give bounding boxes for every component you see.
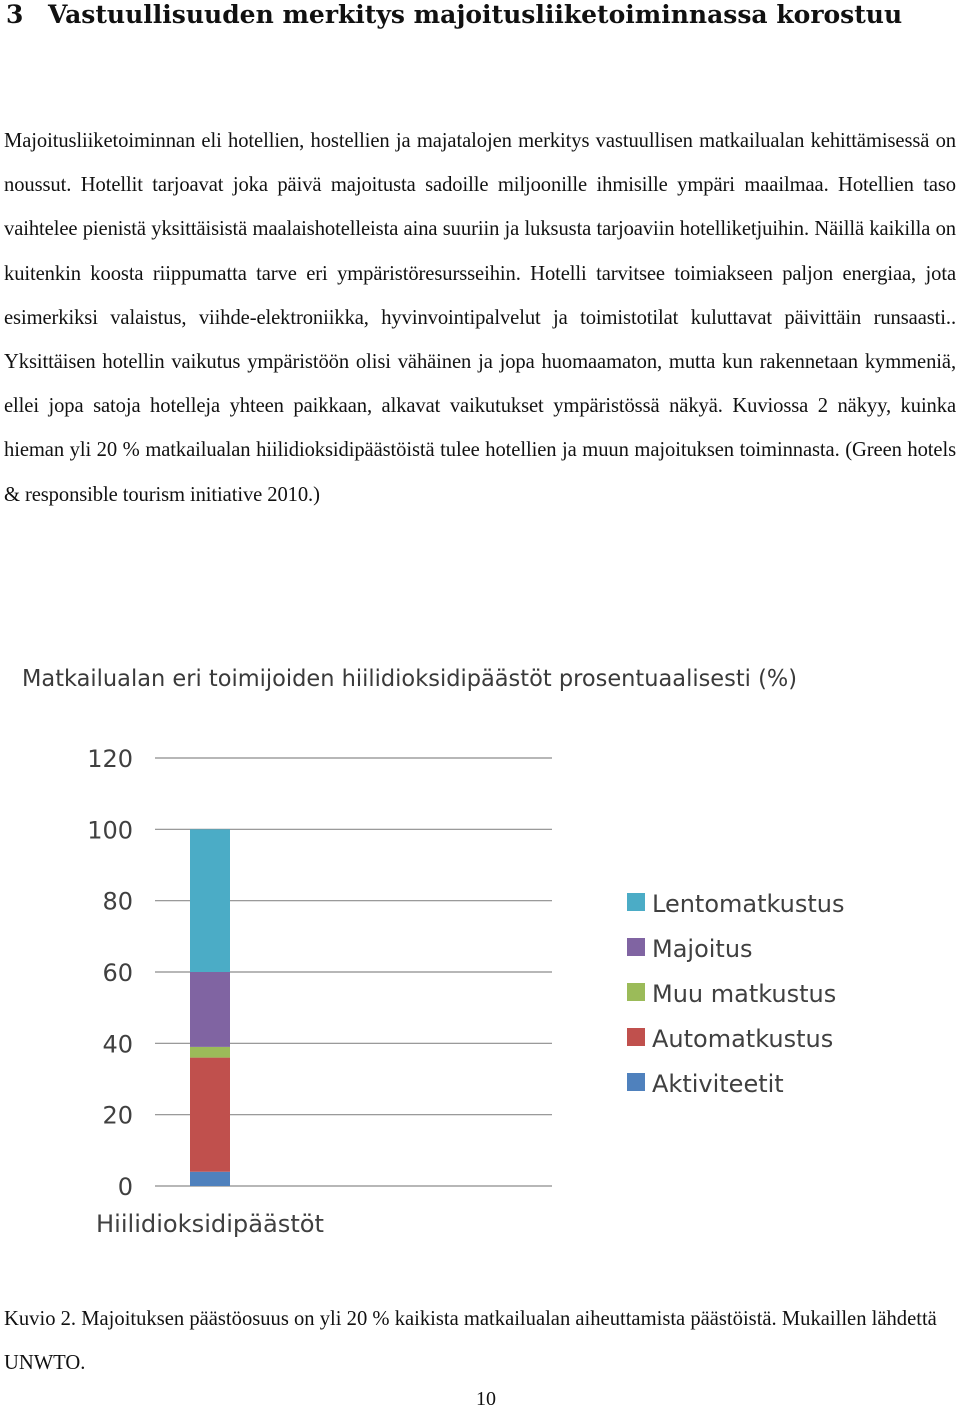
section-number: 3 — [6, 0, 24, 29]
y-tick-label: 0 — [117, 1173, 133, 1201]
legend-label: Aktiviteetit — [652, 1070, 784, 1098]
bar-segment-automatkustus — [190, 1058, 230, 1172]
y-tick-label: 120 — [87, 745, 133, 773]
chart-title: Matkailualan eri toimijoiden hiilidioksidipäästöt prosentuaalisesti (%) — [22, 664, 797, 692]
legend-label: Muu matkustus — [652, 980, 837, 1008]
legend-label: Automatkustus — [652, 1025, 834, 1053]
bar-segment-muu-matkustus — [190, 1047, 230, 1058]
legend-swatch-majoitus — [627, 938, 645, 956]
body-paragraph: Majoitusliiketoiminnan eli hotellien, hostellien ja majatalojen merkitys vastuullisen matkailualan kehittämisessä on noussut. Hotellit tarjoavat joka päivä majoitusta sadoille miljoonille ihmisille ympäri maailmaa. Hotellien taso vaihtelee pienistä yksittäisistä maalaishotelleista aina suuriin ja luksusta tarjoaviin hotelliketjuihin. Näillä kaikilla on kuitenkin koosta riippumatta tarve eri ympäristöresursseihin. Hotelli tarvitsee toimiakseen paljon energiaa, jota esimerkiksi valaistus, viihde-elektroniikka, hyvinvointipalvelut ja toimistotilat kuluttavat päivittäin runsaasti.. Yksittäisen hotellin vaikutus ympäristöön olisi vähäinen ja jopa huomaamaton, mutta kun rakennetaan kymmeniä, ellei jopa satoja hotelleja yhteen paikkaan, alkavat vaikutukset ympäristössä näkyä. Kuviossa 2 näkyy, kuinka hieman yli 20 % matkailualan hiilidioksidipäästöistä tulee hotellien ja muun majoituksen toiminnasta. (Green hotels & responsible tourism initiative 2010.) — [4, 130, 956, 506]
legend-swatch-lentomatkustus — [627, 893, 645, 911]
figure-caption: Kuvio 2. Majoituksen päästöosuus on yli 20 % kaikista matkailualan aiheuttamista päästöistä. Mukaillen lähdettä UNWTO. — [4, 1308, 937, 1374]
y-tick-label: 80 — [102, 887, 133, 916]
emissions-chart — [0, 640, 960, 1260]
legend-swatch-muu-matkustus — [627, 983, 645, 1001]
y-tick-label: 40 — [102, 1030, 133, 1059]
bar-segment-majoitus — [190, 972, 230, 1047]
bar-segment-lentomatkustus — [190, 829, 230, 972]
section-heading — [6, 0, 946, 30]
legend-swatch-automatkustus — [627, 1028, 645, 1046]
bar-segment-aktiviteetit — [190, 1172, 230, 1186]
legend-swatch-aktiviteetit — [627, 1073, 645, 1091]
page-number: 10 — [476, 1388, 496, 1410]
y-tick-label: 60 — [102, 959, 133, 987]
y-tick-label: 100 — [87, 816, 133, 845]
legend-label: Majoitus — [652, 935, 753, 963]
legend-label: Lentomatkustus — [652, 890, 845, 918]
x-category-label: Hiilidioksidipäästöt — [96, 1210, 324, 1238]
y-tick-label: 20 — [102, 1101, 133, 1130]
section-title: Vastuullisuuden merkitys majoitusliiketoiminnassa korostuu — [48, 0, 903, 29]
